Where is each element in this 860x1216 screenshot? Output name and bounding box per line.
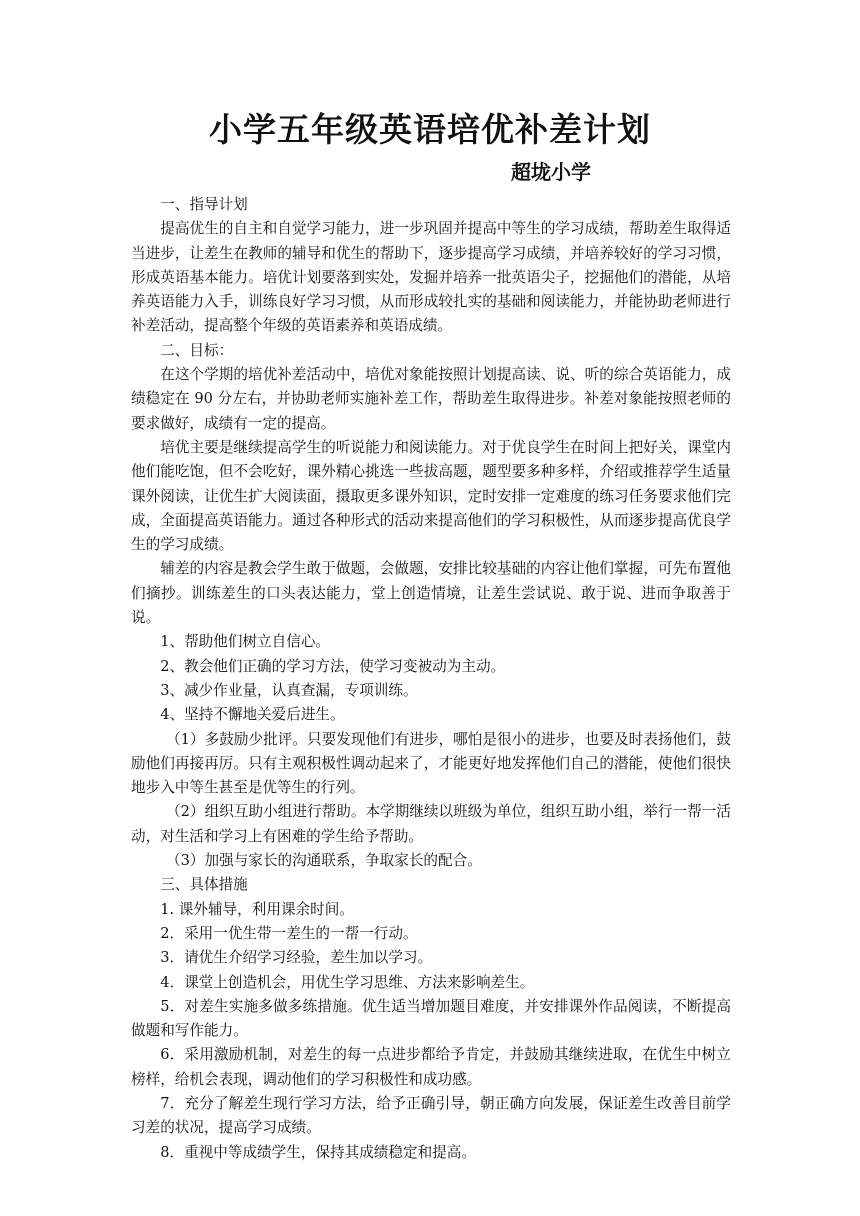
sub-item: （3）加强与家长的沟通联系，争取家长的配合。 [166, 852, 482, 870]
sub-item: （2）组织互助小组进行帮助。本学期继续以班级为单位，组织互助小组，举行一帮一活动，对生活和学习上有困难的学生给予帮助。 [131, 803, 731, 845]
school-name: 超垅小学 [511, 160, 591, 184]
paragraph: 辅差的内容是教会学生敢于做题，会做题，安排比较基础的内容让他们掌握，可先布置他们摘抄。训练差生的口头表达能力，堂上创造情境，让差生尝试说、敢于说、进而争取善于说。 [131, 560, 731, 627]
list-item: 4、坚持不懈地关爱后进生。 [160, 706, 345, 724]
list-item: 2．采用一优生带一差生的一帮一行动。 [160, 924, 418, 942]
list-item: 2、教会他们正确的学习方法，使学习变被动为主动。 [160, 657, 506, 675]
list-item: 1. 课外辅导，利用课余时间。 [160, 900, 354, 918]
paragraph: 5．对差生实施多做多练措施。优生适当增加题目难度，并安排课外作品阅读，不断提高做题和写作能力。 [131, 997, 731, 1040]
document-title: 小学五年级英语培优补差计划 [209, 110, 651, 149]
paragraph: 6．采用激励机制，对差生的每一点进步都给予肯定，并鼓励其继续进取，在优生中树立榜样，给机会表现，调动他们的学习积极性和成功感。 [131, 1046, 731, 1088]
section-heading: 二、目标： [160, 341, 234, 359]
list-item: 4．课堂上创造机会，用优生学习思维、方法来影响差生。 [160, 973, 535, 991]
paragraph: 培优主要是继续提高学生的听说能力和阅读能力。对于优良学生在时间上把好关，课堂内他们能吃饱，但不会吃好，课外精心挑选一些拔高题，题型要多种多样，介绍或推荐学生适量课外阅读，让优生扩大阅读面，摄取更多课外知识，定时安排一定难度的练习任务要求他们完成，全面提高英语能力。通过各种形式的活动来提高他们的学习积极性，从而逐步提高优良学生的学习成绩。 [131, 438, 731, 554]
sub-item: （1）多鼓励少批评。只要发现他们有进步，哪怕是很小的进步，也要及时表扬他们，鼓励他们再接再厉。只有主观积极性调动起来了，才能更好地发挥他们自己的潜能，使他们很快地步入中等生甚至是优等生的行列。 [131, 730, 731, 797]
paragraph: 提高优生的自主和自觉学习能力，进一步巩固并提高中等生的学习成绩，帮助差生取得适当进步，让差生在教师的辅导和优生的帮助下，逐步提高学习成绩，并培养较好的学习习惯，形成英语基本能力。培优计划要落到实处，发掘并培养一批英语尖子，挖掘他们的潜能，从培养英语能力入手，训练良好学习习惯，从而形成较扎实的基础和阅读能力，并能协助老师进行补差活动，提高整个年级的英语素养和英语成绩。 [131, 220, 731, 335]
section-heading: 一、指导计划 [160, 196, 248, 213]
document-body [131, 193, 731, 1165]
list-item: 1、帮助他们树立自信心。 [160, 633, 331, 651]
paragraph: 7．充分了解差生现行学习方法，给予正确引导，朝正确方向发展，保证差生改善目前学习差的状况，提高学习成绩。 [131, 1094, 731, 1137]
section-heading: 三、具体措施 [160, 876, 248, 894]
list-item: 8．重视中等成绩学生，保持其成绩稳定和提高。 [160, 1143, 476, 1161]
list-item: 3．请优生介绍学习经验，差生加以学习。 [160, 949, 433, 967]
paragraph: 在这个学期的培优补差活动中，培优对象能按照计划提高读、说、听的综合英语能力，成绩稳定在 90 分左右，并协助老师实施补差工作，帮助差生取得进步。补差对象能按照老师的要求做好，成绩有一定的提高。 [131, 366, 731, 432]
list-item: 3、减少作业量，认真查漏，专项训练。 [160, 681, 418, 699]
